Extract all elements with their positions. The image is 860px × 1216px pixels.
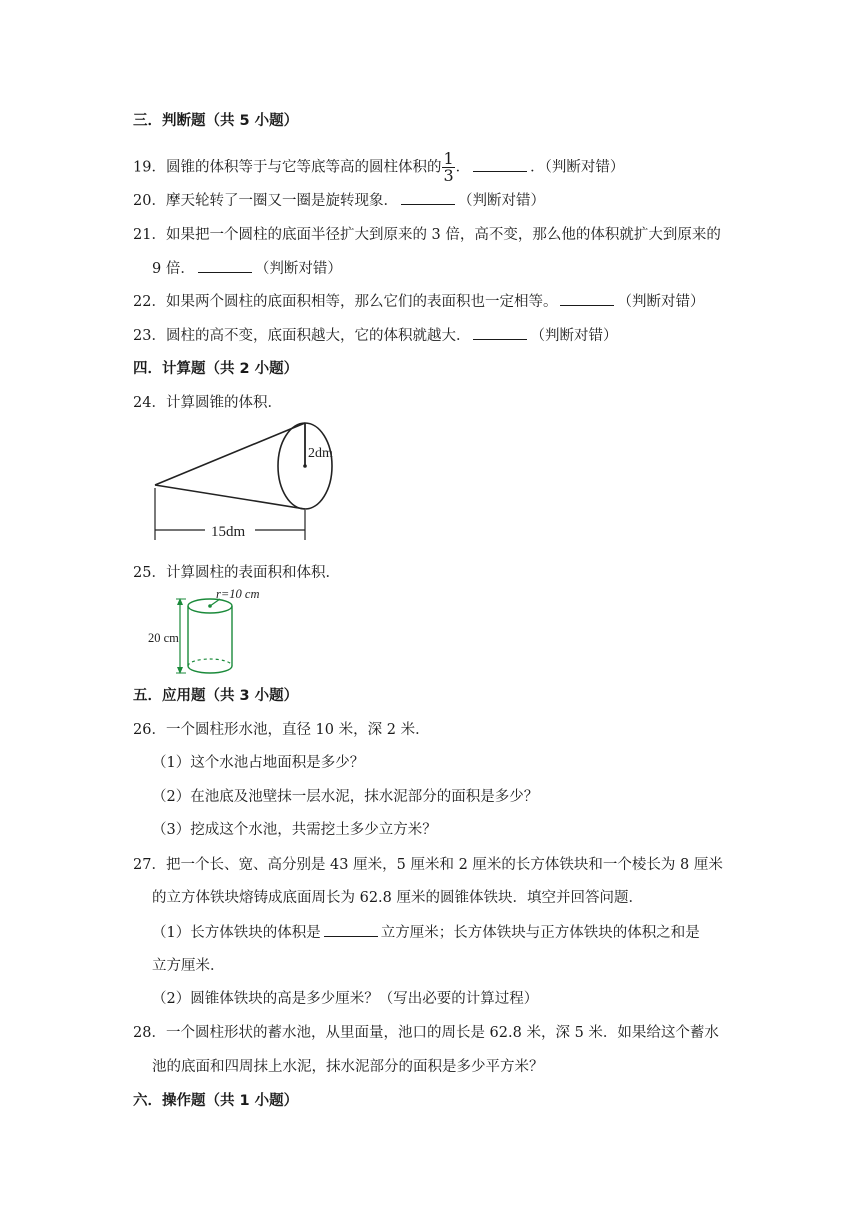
cone-upper-edge bbox=[155, 423, 305, 485]
question-21 bbox=[133, 225, 721, 245]
answer-blank bbox=[324, 922, 378, 937]
section-4-heading: 四．计算题（共 2 小题） bbox=[133, 361, 299, 377]
question-23: 23．圆柱的高不变，底面积越大，它的体积就越大． （判断对错） bbox=[133, 325, 617, 346]
fraction-one-third: $\frac{1}{3}$ bbox=[443, 149, 454, 185]
question-text: 圆柱的高不变，底面积越大，它的体积就越大． bbox=[165, 328, 471, 344]
question-26-sub3: （3）挖成这个水池，共需挖土多少立方米？ bbox=[152, 822, 437, 838]
question-text: 摩天轮转了一圈又一圈是旋转现象． bbox=[165, 193, 398, 209]
cylinder-radius-label: r=10 cm bbox=[216, 587, 260, 601]
question-27-sub1: （1）长方体铁块的体积是 立方厘米；长方体铁块与正方体铁块的体积之和是 bbox=[152, 922, 700, 943]
section-5-heading: 五．应用题（共 3 小题） bbox=[133, 688, 299, 704]
cylinder-figure bbox=[146, 586, 278, 678]
question-text: 如果把一个圆柱的底面半径扩大到原来的 3 倍，高不变，那么他的体积就扩大到原来的 bbox=[165, 227, 721, 243]
question-text: 圆锥的体积等于与它等底等高的圆柱体积的 bbox=[165, 159, 442, 176]
cylinder-bottom-front bbox=[188, 666, 232, 673]
answer-blank bbox=[198, 258, 252, 273]
question-28 bbox=[133, 1023, 719, 1043]
question-26 bbox=[133, 720, 430, 740]
question-27-sub1-cont: 立方厘米． bbox=[152, 958, 225, 974]
answer-blank bbox=[473, 325, 527, 340]
question-number: 24． bbox=[133, 395, 166, 411]
question-number: 20． bbox=[133, 193, 166, 209]
cone-length-label: 15dm bbox=[211, 524, 246, 540]
section-3-heading: 三．判断题（共 5 小题） bbox=[133, 113, 299, 129]
section-6-heading: 六．操作题（共 1 小题） bbox=[133, 1093, 299, 1109]
question-text: 把一个长、宽、高分别是 43 厘米，5 厘米和 2 厘米的长方体铁块和一个棱长为 8 厘米 bbox=[165, 857, 723, 873]
question-text: 如果两个圆柱的底面积相等，那么它们的表面积也一定相等。 bbox=[165, 294, 558, 310]
cylinder-center-dot bbox=[208, 604, 212, 608]
question-number: 23． bbox=[133, 328, 166, 344]
question-26-sub2: （2）在池底及池壁抹一层水泥，抹水泥部分的面积是多少？ bbox=[152, 789, 539, 805]
cylinder-height-label: 20 cm bbox=[148, 631, 179, 645]
question-27-sub2: （2）圆锥体铁块的高是多少厘米？（写出必要的计算过程） bbox=[152, 991, 539, 1007]
answer-blank bbox=[560, 291, 614, 306]
question-20: 20．摩天轮转了一圈又一圈是旋转现象． （判断对错） bbox=[133, 190, 545, 211]
cone-center-dot bbox=[303, 464, 307, 468]
question-number: 26． bbox=[133, 722, 166, 738]
question-number: 22． bbox=[133, 294, 166, 310]
question-21-cont: 9 倍． （判断对错） bbox=[152, 258, 342, 279]
question-text: 计算圆锥的体积． bbox=[165, 395, 282, 411]
question-27 bbox=[133, 855, 723, 875]
question-number: 19． bbox=[133, 159, 166, 176]
question-27-cont: 的立方体铁块熔铸成底面周长为 62.8 厘米的圆锥体铁块．填空并回答问题． bbox=[152, 890, 644, 906]
question-text: 计算圆柱的表面积和体积． bbox=[165, 565, 340, 581]
question-19: 19．圆锥的体积等于与它等底等高的圆柱体积的 $\frac{1}{3}$ ． ．（判断对错） bbox=[133, 149, 625, 185]
cone-radius-label: 2dm bbox=[308, 446, 333, 461]
cone-figure bbox=[145, 418, 355, 550]
question-24 bbox=[133, 393, 282, 413]
question-28-cont: 池的底面和四周抹上水泥，抹水泥部分的面积是多少平方米？ bbox=[152, 1059, 544, 1075]
question-text: 一个圆柱形状的蓄水池，从里面量，池口的周长是 62.8 米，深 5 米．如果给这个蓄水 bbox=[165, 1025, 719, 1041]
question-25 bbox=[133, 563, 340, 583]
question-26-sub1: （1）这个水池占地面积是多少？ bbox=[152, 755, 365, 771]
question-number: 25． bbox=[133, 565, 166, 581]
cylinder-bottom-back bbox=[188, 659, 232, 666]
question-text: 一个圆柱形水池，直径 10 米，深 2 米． bbox=[165, 722, 430, 738]
question-number: 27． bbox=[133, 857, 166, 873]
question-22: 22．如果两个圆柱的底面积相等，那么它们的表面积也一定相等。 （判断对错） bbox=[133, 291, 704, 312]
answer-blank bbox=[473, 157, 527, 172]
question-number: 28． bbox=[133, 1025, 166, 1041]
question-number: 21． bbox=[133, 227, 166, 243]
answer-blank bbox=[401, 190, 455, 205]
